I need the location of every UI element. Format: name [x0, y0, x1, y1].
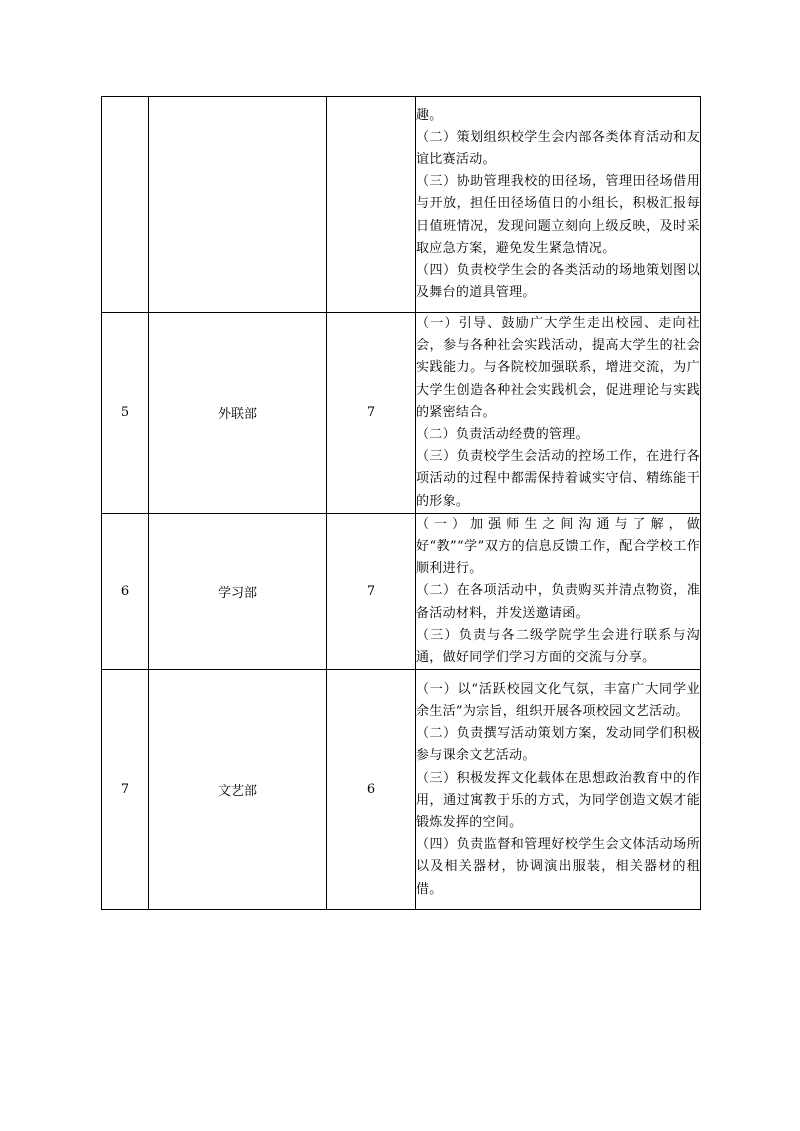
duty-item: （一）引导、鼓励广大学生走出校园、走向社会，参与各种社会实践活动，提高大学生的社会实践能力。与各院校加强联系，增进交流，为广大学生创造各种社会实践机会，促进理论与实践的紧密结合。: [416, 316, 700, 420]
row-number: 7: [102, 670, 149, 910]
duty-item: （三）负责校学生会活动的控场工作，在进行各项活动的过程中都需保持着诚实守信、精练能干的形象。: [416, 449, 700, 509]
duty-item: （三）负责与各二级学院学生会进行联系与沟通，做好同学们学习方面的交流与分享。: [416, 627, 700, 666]
duty-item: 趣。: [416, 107, 443, 123]
table-row: [102, 670, 701, 910]
duty-item: （二）负责撰写活动策划方案，发动同学们积极参与课余文艺活动。: [416, 726, 700, 764]
duty-item: （三）协助管理我校的田径场，管理田径场借用与开放，担任田径场值日的小组长，积极汇报每日值班情况，发现问题立刻向上级反映，及时采取应急方案，避免发生紧急情况。: [416, 174, 700, 256]
department-name: 外联部: [149, 313, 327, 514]
duties-cell: [416, 670, 701, 910]
duty-item: （一）以“活跃校园文化气氛，丰富广大同学业余生活”为宗旨，组织开展各项校园文艺活动。: [416, 681, 700, 719]
row-number: 6: [102, 513, 149, 669]
duty-item: （四）负责监督和管理好校学生会文体活动场所以及相关器材，协调演出服装，相关器材的租借。: [416, 837, 700, 897]
table-row: [102, 97, 701, 313]
duties-cell: [416, 313, 701, 514]
table-row: [102, 513, 701, 669]
duties-cell: [416, 97, 701, 313]
table-row: [102, 313, 701, 514]
member-count: [327, 97, 416, 313]
row-number: 5: [102, 313, 149, 514]
member-count: 7: [327, 513, 416, 669]
duty-item: （三）积极发挥文化载体在思想政治教育中的作用，通过寓教于乐的方式，为同学创造文娱才能锻炼发挥的空间。: [416, 770, 700, 830]
department-name: [149, 97, 327, 313]
row-number: [102, 97, 149, 313]
duties-cell: [416, 513, 701, 669]
duty-item: （四）负责校学生会的各类活动的场地策划图以及舞台的道具管理。: [416, 263, 700, 301]
duty-item: （一）加强师生之间沟通与了解，做好“教”“学”双方的信息反馈工作，配合学校工作顺利进行。: [416, 516, 700, 577]
department-table: [101, 96, 701, 910]
duty-item: （二）策划组织校学生会内部各类体育活动和友谊比赛活动。: [416, 129, 700, 167]
duty-item: （二）负责活动经费的管理。: [416, 427, 589, 443]
member-count: 7: [327, 313, 416, 514]
member-count: 6: [327, 670, 416, 910]
department-name: 学习部: [149, 513, 327, 669]
department-name: 文艺部: [149, 670, 327, 910]
duty-item: （二）在各项活动中，负责购买并清点物资，准备活动材料，并发送邀请函。: [416, 583, 700, 621]
